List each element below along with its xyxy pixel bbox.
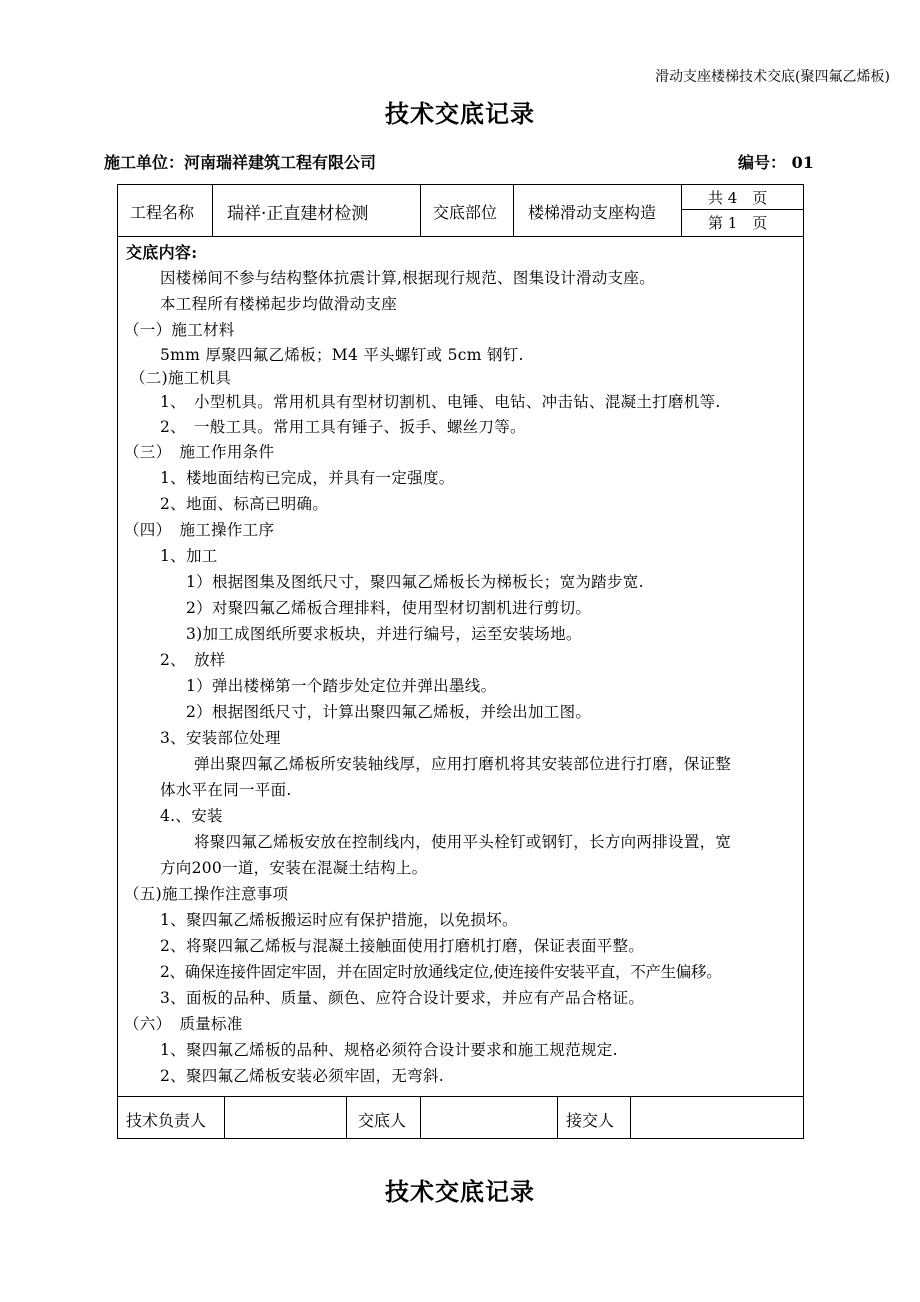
serial-number: 编号： 01 <box>738 153 814 172</box>
content-line: 2、地面、标高已明确。 <box>160 495 329 513</box>
content-line: 1、聚四氟乙烯板的品种、规格必须符合设计要求和施工规范规定. <box>160 1041 618 1059</box>
content-line: 2、确保连接件固定牢固，并在固定时放通线定位,使连接件安装平直，不产生偏移。 <box>160 963 722 981</box>
content-line: 2）对聚四氟乙烯板合理排料，使用型材切割机进行剪切。 <box>186 599 592 617</box>
content-line: 1）根据图集及图纸尺寸，聚四氟乙烯板长为梯板长；宽为踏步宽. <box>186 573 644 591</box>
content-heading: 交底内容: <box>126 243 198 262</box>
content-line: 5mm 厚聚四氟乙烯板；M4 平头螺钉或 5cm 钢钉. <box>160 346 524 364</box>
section-heading: （三） 施工作用条件 <box>124 443 275 461</box>
content-line: 2、将聚四氟乙烯板与混凝土接触面使用打磨机打磨，保证表面平整。 <box>160 937 645 955</box>
col-divider <box>630 1096 631 1139</box>
content-line: 2、聚四氟乙烯板安装必须牢固，无弯斜. <box>160 1067 444 1085</box>
col-divider <box>212 184 213 236</box>
total-pages: 共 4 页 <box>708 189 768 207</box>
disclosure-part-value: 楼梯滑动支座构造 <box>528 203 657 222</box>
content-line: 2）根据图纸尺寸，计算出聚四氟乙烯板，并绘出加工图。 <box>186 703 592 721</box>
page-title: 技术交底记录 <box>385 99 535 128</box>
section-heading: （一）施工材料 <box>124 321 235 339</box>
content-line: 3、安装部位处理 <box>160 729 281 747</box>
signature-row-divider <box>117 1096 804 1097</box>
project-name-value: 瑞祥·正直建材检测 <box>227 204 369 224</box>
construction-unit: 施工单位：河南瑞祥建筑工程有限公司 <box>104 153 377 172</box>
running-header: 滑动支座楼梯技术交底(聚四氟乙烯板) <box>655 69 890 85</box>
section-heading: （二)施工机具 <box>130 369 232 387</box>
col-divider <box>420 184 421 236</box>
content-line: 因楼梯间不参与结构整体抗震计算,根据现行规范、图集设计滑动支座。 <box>160 269 656 287</box>
col-divider <box>346 1096 347 1139</box>
section-heading: （四） 施工操作工序 <box>124 521 275 539</box>
col-divider <box>420 1096 421 1139</box>
receiver-label: 接交人 <box>566 1111 615 1130</box>
content-line: 1、楼地面结构已完成，并具有一定强度。 <box>160 469 455 487</box>
tech-lead-label: 技术负责人 <box>126 1111 207 1130</box>
col-divider <box>224 1096 225 1139</box>
section-heading: （六） 质量标准 <box>124 1015 243 1033</box>
disclosure-part-label: 交底部位 <box>433 203 498 222</box>
content-line: 1、加工 <box>160 547 218 565</box>
page-cell-divider <box>681 209 804 210</box>
next-page-title: 技术交底记录 <box>385 1177 535 1206</box>
section-heading: （五)施工操作注意事项 <box>124 885 289 903</box>
col-divider <box>513 184 514 236</box>
content-line: 1、聚四氟乙烯板搬运时应有保护措施，以免损坏。 <box>160 911 518 929</box>
content-line: 将聚四氟乙烯板安放在控制线内，使用平头栓钉或钢钉，长方向两排设置，宽 <box>194 833 732 851</box>
content-line: 3)加工成图纸所要求板块，并进行编号，运至安装场地。 <box>186 625 582 643</box>
discloser-label: 交底人 <box>358 1111 407 1130</box>
content-line: 本工程所有楼梯起步均做滑动支座 <box>160 295 398 313</box>
content-line: 体水平在同一平面. <box>160 781 292 799</box>
content-line: 弹出聚四氟乙烯板所安装轴线厚，应用打磨机将其安装部位进行打磨，保证整 <box>194 755 732 773</box>
content-line: 方向200一道，安装在混凝土结构上。 <box>160 859 428 877</box>
page-number: 第 1 页 <box>708 214 768 232</box>
col-divider <box>681 184 682 236</box>
header-row-divider <box>117 236 804 237</box>
col-divider <box>557 1096 558 1139</box>
content-line: 1、 小型机具。常用机具有型材切割机、电锤、电钻、冲击钻、混凝土打磨机等. <box>160 393 721 411</box>
content-line: 1）弹出楼梯第一个踏步处定位并弹出墨线。 <box>186 677 497 695</box>
content-line: 3、面板的品种、质量、颜色、应符合设计要求，并应有产品合格证。 <box>160 989 645 1007</box>
content-line: 2、 放样 <box>160 651 226 669</box>
content-line: 2、 一般工具。常用工具有锤子、扳手、螺丝刀等。 <box>160 418 526 436</box>
project-name-label: 工程名称 <box>130 203 195 222</box>
content-line: 4.、安装 <box>160 807 223 825</box>
